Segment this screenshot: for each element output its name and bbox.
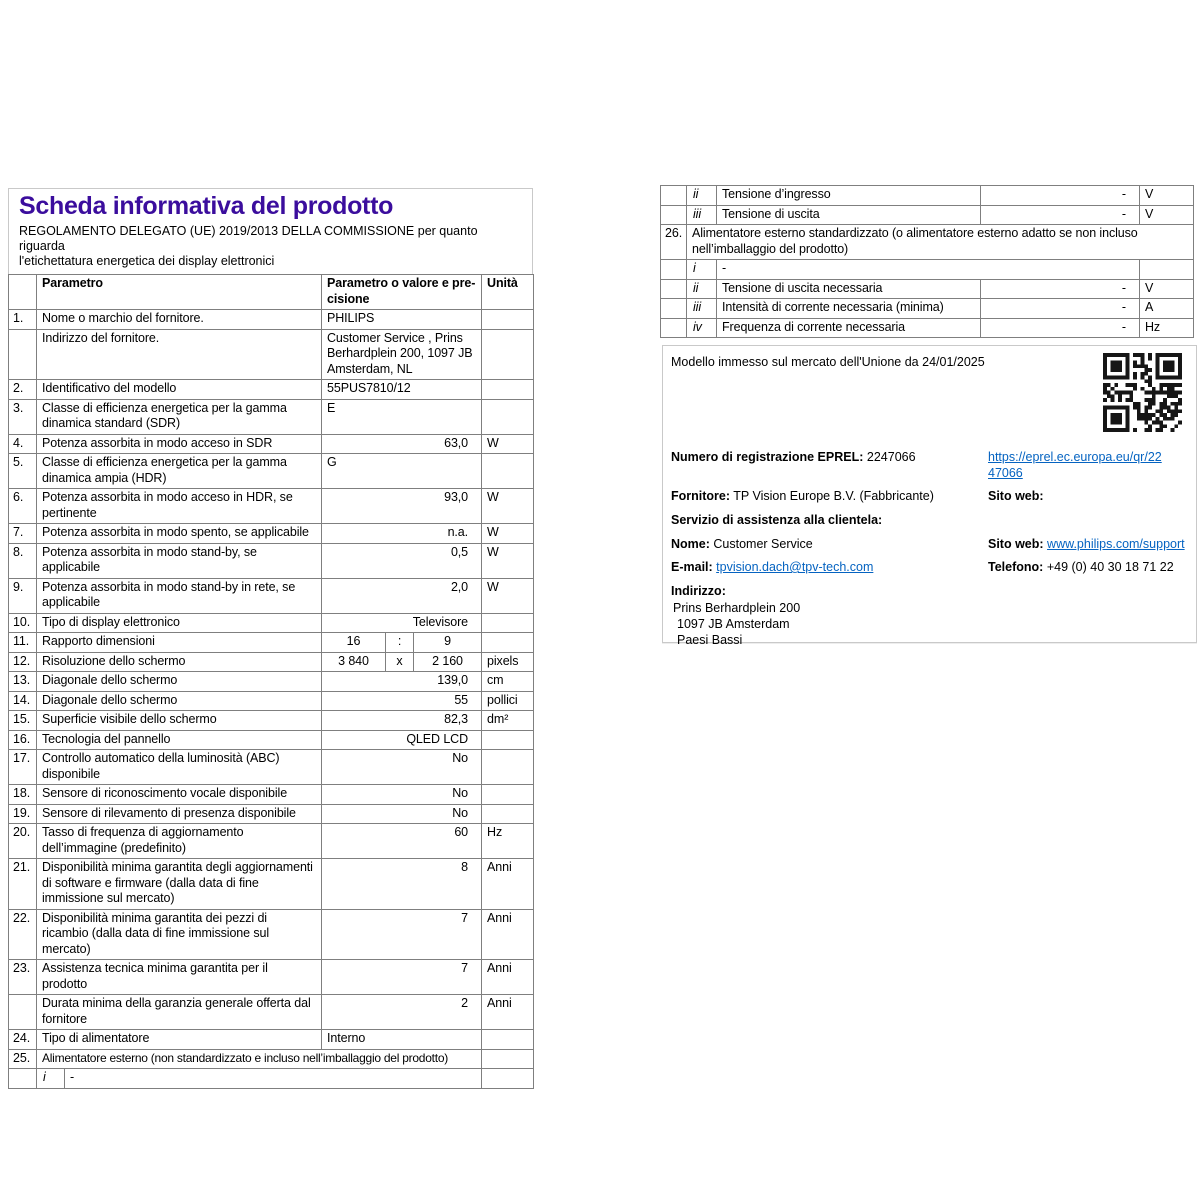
regulation-subtitle — [19, 224, 522, 269]
unit-cell — [482, 730, 534, 750]
parameter-label: Nome o marchio del fornitore. — [37, 310, 322, 330]
value-part-1: 3 840 — [322, 652, 386, 672]
table-row — [9, 804, 534, 824]
value-separator: x — [386, 652, 414, 672]
parameter-label: Potenza assorbita in modo stand-by, se applicabile — [37, 543, 322, 578]
unit-cell: Anni — [482, 859, 534, 910]
parameter-value: 60 — [322, 824, 482, 859]
row-number: 24. — [9, 1030, 37, 1050]
unit-cell: Anni — [482, 909, 534, 960]
parameter-value: Customer Service , Prins Berhardplein 200, 1097 JB Amsterdam, NL — [322, 329, 482, 380]
row-number — [661, 186, 687, 206]
parameter-label: Tasso di frequenza di aggiornamento dell’immagine (predefinito) — [37, 824, 322, 859]
info-box — [662, 345, 1197, 647]
parameter-value: 2 — [322, 995, 482, 1030]
row-number: 22. — [9, 909, 37, 960]
parameter-value: No — [322, 804, 482, 824]
unit-cell: W — [482, 489, 534, 524]
header-value-line1: Parametro o valore e pre- — [327, 276, 476, 290]
spec-table-header-row — [9, 275, 534, 310]
unit-cell: A — [1140, 299, 1194, 319]
parameter-value: 7 — [322, 960, 482, 995]
unit-cell: dm² — [482, 711, 534, 731]
row-number: 9. — [9, 578, 37, 613]
parameter-value: - — [981, 186, 1140, 206]
value-part-1: 16 — [322, 633, 386, 653]
unit-cell — [482, 785, 534, 805]
header-parameter: Parametro — [37, 275, 322, 310]
parameter-value: Interno — [322, 1030, 482, 1050]
parameter-label: Classe di efficienza energetica per la gamma dinamica standard (SDR) — [37, 399, 322, 434]
parameter-value: Televisore — [322, 613, 482, 633]
row-number — [9, 1069, 37, 1089]
unit-cell: W — [482, 543, 534, 578]
parameter-value: - — [981, 299, 1140, 319]
parameter-label: Potenza assorbita in modo acceso in SDR — [37, 434, 322, 454]
unit-cell — [482, 804, 534, 824]
unit-cell: V — [1140, 205, 1194, 225]
parameter-label: Tecnologia del pannello — [37, 730, 322, 750]
roman-numeral: ii — [687, 279, 717, 299]
parameter-value: 63,0 — [322, 434, 482, 454]
parameter-label: Identificativo del modello — [37, 380, 322, 400]
row-number: 14. — [9, 691, 37, 711]
row-number: 17. — [9, 750, 37, 785]
table-row — [9, 434, 534, 454]
qr-code — [1103, 353, 1182, 432]
row-number: 6. — [9, 489, 37, 524]
table-row — [9, 454, 534, 489]
row-number: 10. — [9, 613, 37, 633]
row-number — [661, 279, 687, 299]
unit-cell: pollici — [482, 691, 534, 711]
parameter-label: Controllo automatico della luminosità (ABC) disponibile — [37, 750, 322, 785]
parameter-label: Classe di efficienza energetica per la gamma dinamica ampia (HDR) — [37, 454, 322, 489]
table-row — [661, 205, 1194, 225]
table-row — [661, 279, 1194, 299]
parameter-value: PHILIPS — [322, 310, 482, 330]
address-line-1: Prins Berhardplein 200 — [673, 601, 801, 615]
row-number: 2. — [9, 380, 37, 400]
website-row-2 — [988, 536, 1185, 552]
row-number: 13. — [9, 672, 37, 692]
email-row — [671, 559, 873, 575]
parameter-value: 82,3 — [322, 711, 482, 731]
table-row — [661, 260, 1194, 280]
row-number: 12. — [9, 652, 37, 672]
roman-numeral: iii — [687, 299, 717, 319]
table-row — [9, 380, 534, 400]
eprel-link-line1: https://eprel.ec.europa.eu/qr/22 — [988, 450, 1162, 464]
roman-numeral: i — [687, 260, 717, 280]
table-row — [9, 399, 534, 434]
unit-cell: Anni — [482, 995, 534, 1030]
title-box — [8, 188, 533, 274]
left-column — [8, 188, 533, 1089]
table-row — [9, 691, 534, 711]
phone-row — [988, 559, 1174, 575]
table-row — [9, 1049, 534, 1069]
parameter-value: - — [981, 205, 1140, 225]
parameter-label: Tensione d’ingresso — [717, 186, 981, 206]
value-part-2: 2 160 — [414, 652, 482, 672]
unit-cell: W — [482, 434, 534, 454]
row-number: 1. — [9, 310, 37, 330]
parameter-value: n.a. — [322, 524, 482, 544]
eprel-registration — [671, 449, 916, 465]
header-unit: Unità — [482, 275, 534, 310]
parameter-label: Potenza assorbita in modo acceso in HDR, se pertinente — [37, 489, 322, 524]
table-row — [9, 1069, 534, 1089]
table-row — [9, 1030, 534, 1050]
subtitle-line1: REGOLAMENTO DELEGATO (UE) 2019/2013 DELLA COMMISSIONE per quanto riguarda — [19, 224, 478, 253]
address-line-2: 1097 JB Amsterdam — [677, 617, 790, 631]
table-row — [661, 186, 1194, 206]
address-heading: Indirizzo: — [671, 584, 726, 598]
row-number: 16. — [9, 730, 37, 750]
table-row — [661, 318, 1194, 338]
table-row — [661, 299, 1194, 319]
value-part-2: 9 — [414, 633, 482, 653]
roman-numeral: iii — [687, 205, 717, 225]
table-row — [9, 750, 534, 785]
unit-cell: V — [1140, 279, 1194, 299]
row-number: 21. — [9, 859, 37, 910]
table-row — [9, 613, 534, 633]
parameter-label: Indirizzo del fornitore. — [37, 329, 322, 380]
table-row — [9, 730, 534, 750]
row-number: 4. — [9, 434, 37, 454]
table-row — [9, 524, 534, 544]
parameter-label: Tensione di uscita — [717, 205, 981, 225]
row-number: 8. — [9, 543, 37, 578]
row-number: 11. — [9, 633, 37, 653]
table-row — [9, 329, 534, 380]
eprel-value: 2247066 — [866, 450, 916, 464]
parameter-value: 8 — [322, 859, 482, 910]
header-value-line2: cisione — [327, 291, 370, 306]
parameter-value: QLED LCD — [322, 730, 482, 750]
parameter-label: Disponibilità minima garantita dei pezzi di ricambio (dalla data di fine immissione sul mercato) — [37, 909, 322, 960]
row-number: 15. — [9, 711, 37, 731]
row-number: 3. — [9, 399, 37, 434]
parameter-label: Tensione di uscita necessaria — [717, 279, 981, 299]
unit-cell — [482, 1069, 534, 1089]
roman-numeral: iv — [687, 318, 717, 338]
website-row-1 — [988, 488, 1044, 504]
unit-cell — [482, 1049, 534, 1069]
parameter-label: Sensore di rilevamento di presenza disponibile — [37, 804, 322, 824]
table-row — [9, 633, 534, 653]
parameter-label: Disponibilità minima garantita degli aggiornamenti di software e firmware (dalla data di fine immissione sul mercato) — [37, 859, 322, 910]
unit-cell: pixels — [482, 652, 534, 672]
row-number — [661, 205, 687, 225]
page-title: Scheda informativa del prodotto — [19, 192, 394, 220]
unit-cell: cm — [482, 672, 534, 692]
parameter-value: 0,5 — [322, 543, 482, 578]
roman-numeral: i — [37, 1069, 65, 1089]
parameter-label: Durata minima della garanzia generale offerta dal fornitore — [37, 995, 322, 1030]
unit-cell: W — [482, 524, 534, 544]
unit-cell: V — [1140, 186, 1194, 206]
support-website-link[interactable]: www.philips.com/support — [1047, 537, 1185, 551]
phone-value: +49 (0) 40 30 18 71 22 — [1046, 560, 1174, 574]
row-number: 5. — [9, 454, 37, 489]
table-row — [9, 824, 534, 859]
table-row — [9, 785, 534, 805]
unit-cell: Hz — [1140, 318, 1194, 338]
name-value: Customer Service — [713, 537, 813, 551]
parameter-label: Potenza assorbita in modo spento, se applicabile — [37, 524, 322, 544]
header-value — [322, 275, 482, 310]
parameter-label: Rapporto dimensioni — [37, 633, 322, 653]
parameter-label: Intensità di corrente necessaria (minima) — [717, 299, 981, 319]
header-number-cell — [9, 275, 37, 310]
parameter-label: Sensore di riconoscimento vocale disponibile — [37, 785, 322, 805]
sub-parameter-value: - — [717, 260, 1140, 280]
row-number: 23. — [9, 960, 37, 995]
parameter-value: No — [322, 785, 482, 805]
name-row — [671, 536, 813, 552]
parameter-label: Diagonale dello schermo — [37, 691, 322, 711]
power-supply-table — [660, 185, 1194, 338]
table-row — [9, 909, 534, 960]
parameter-value: G — [322, 454, 482, 489]
eprel-link[interactable] — [988, 450, 1162, 480]
market-entry-line: Modello immesso sul mercato dell'Unione da 24/01/2025 — [671, 355, 985, 369]
parameter-value: E — [322, 399, 482, 434]
qr-code-svg — [1103, 353, 1182, 432]
parameter-label: Tipo di display elettronico — [37, 613, 322, 633]
row-number: 18. — [9, 785, 37, 805]
email-link[interactable]: tpvision.dach@tpv-tech.com — [716, 560, 874, 574]
parameter-label-span: Alimentatore esterno (non standardizzato e incluso nell’imballaggio del prodotto) — [37, 1049, 482, 1069]
row-number — [661, 260, 687, 280]
unit-cell — [1140, 260, 1194, 280]
parameter-label: Risoluzione dello schermo — [37, 652, 322, 672]
parameter-value: 2,0 — [322, 578, 482, 613]
table-row — [9, 960, 534, 995]
website-label-2: Sito web: — [988, 537, 1044, 551]
unit-cell — [482, 613, 534, 633]
unit-cell: Anni — [482, 960, 534, 995]
parameter-value: 93,0 — [322, 489, 482, 524]
parameter-value: 55 — [322, 691, 482, 711]
unit-cell — [482, 399, 534, 434]
parameter-value: 7 — [322, 909, 482, 960]
unit-cell: W — [482, 578, 534, 613]
table-row — [9, 652, 534, 672]
value-separator: : — [386, 633, 414, 653]
row-number: 19. — [9, 804, 37, 824]
roman-numeral: ii — [687, 186, 717, 206]
customer-service-heading: Servizio di assistenza alla clientela: — [671, 513, 883, 527]
parameter-value: - — [981, 279, 1140, 299]
unit-cell — [482, 380, 534, 400]
unit-cell: Hz — [482, 824, 534, 859]
parameter-value: - — [981, 318, 1140, 338]
name-label: Nome: — [671, 537, 710, 551]
supplier-value: TP Vision Europe B.V. (Fabbricante) — [733, 489, 934, 503]
address-line-3: Paesi Bassi — [677, 633, 743, 647]
parameter-value: 55PUS7810/12 — [322, 380, 482, 400]
row-number: 25. — [9, 1049, 37, 1069]
parameter-label-span: Alimentatore esterno standardizzato (o alimentatore esterno adatto se non incluso nell’imballaggio del prodotto) — [687, 225, 1194, 260]
row-number: 26. — [661, 225, 687, 260]
phone-label: Telefono: — [988, 560, 1044, 574]
sub-parameter-value: - — [65, 1069, 482, 1089]
unit-cell — [482, 329, 534, 380]
parameter-value: No — [322, 750, 482, 785]
eprel-label: Numero di registrazione EPREL: — [671, 450, 864, 464]
email-label: E-mail: — [671, 560, 713, 574]
table-row — [9, 578, 534, 613]
unit-cell — [482, 633, 534, 653]
supplier-row — [671, 488, 934, 504]
unit-cell — [482, 750, 534, 785]
parameter-label: Potenza assorbita in modo stand-by in rete, se applicabile — [37, 578, 322, 613]
subtitle-line2: l'etichettatura energetica dei display elettronici — [19, 254, 275, 268]
row-number — [9, 329, 37, 380]
parameter-value: 139,0 — [322, 672, 482, 692]
table-row — [9, 672, 534, 692]
unit-cell — [482, 1030, 534, 1050]
table-row — [9, 543, 534, 578]
table-row — [9, 859, 534, 910]
table-row — [9, 310, 534, 330]
unit-cell — [482, 310, 534, 330]
unit-cell — [482, 454, 534, 489]
parameter-label: Diagonale dello schermo — [37, 672, 322, 692]
parameter-label: Frequenza di corrente necessaria — [717, 318, 981, 338]
parameter-label: Assistenza tecnica minima garantita per il prodotto — [37, 960, 322, 995]
parameter-label: Tipo di alimentatore — [37, 1030, 322, 1050]
parameter-label: Superficie visibile dello schermo — [37, 711, 322, 731]
eprel-link-row — [988, 449, 1162, 481]
row-number: 20. — [9, 824, 37, 859]
table-row — [661, 225, 1194, 260]
row-number: 7. — [9, 524, 37, 544]
row-number — [9, 995, 37, 1030]
row-number — [661, 318, 687, 338]
table-row — [9, 711, 534, 731]
row-number — [661, 299, 687, 319]
supplier-label: Fornitore: — [671, 489, 731, 503]
table-row — [9, 489, 534, 524]
spec-table — [8, 274, 534, 1089]
website-label-1: Sito web: — [988, 489, 1044, 503]
eprel-link-line2: 47066 — [988, 466, 1023, 480]
table-row — [9, 995, 534, 1030]
